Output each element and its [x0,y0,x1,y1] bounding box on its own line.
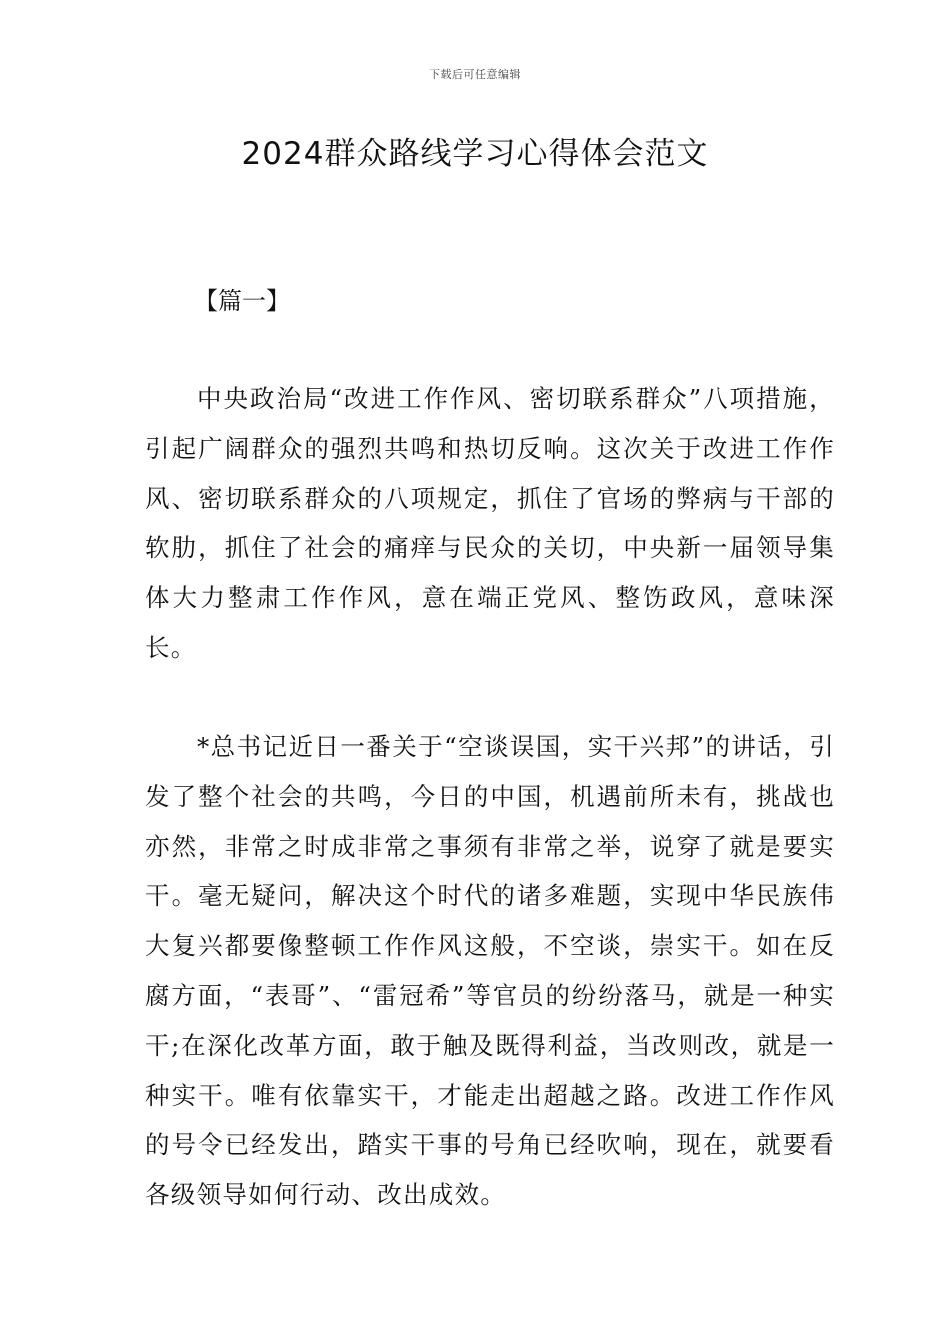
paragraph-2: *总书记近日一番关于“空谈误国，实干兴邦”的讲话，引发了整个社会的共鸣，今日的中国，机遇前所未有，挑战也亦然，非常之时成非常之事须有非常之举，说穿了就是要实干。毫无疑问，解决这个时代的诸多难题，实现中华民族伟大复兴都要像整顿工作作风这般，不空谈，崇实干。如在反腐方面，“表哥”、“雷冠希”等官员的纷纷落马，就是一种实干;在深化改革方面，敢于触及既得利益，当改则改，就是一种实干。唯有依靠实干，才能走出超越之路。改进工作作风的号令已经发出，踏实干事的号角已经吹响，现在，就要看各级领导如何行动、改出成效。 [145,732,835,1210]
header-note: 下载后可任意编辑 [429,68,521,81]
document-title: 2024群众路线学习心得体会范文 [241,136,709,172]
section-label: 【篇一】 [194,287,290,315]
paragraph-1: 中央政治局“改进工作作风、密切联系群众”八项措施，引起广阔群众的强烈共鸣和热切反响。这次关于改进工作作风、密切联系群众的八项规定，抓住了官场的弊病与干部的软肋，抓住了社会的痛痒与民众的关切，中央新一届领导集体大力整肃工作作风，意在端正党风、整饬政风，意味深长。 [145,384,835,662]
